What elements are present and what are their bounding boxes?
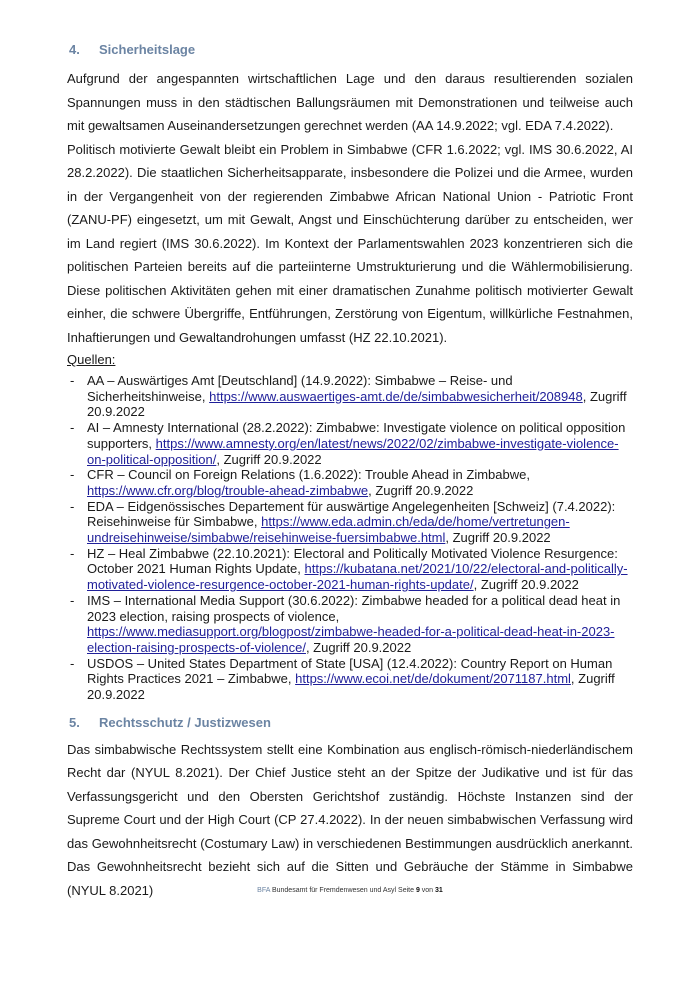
source-item: - EDA – Eidgenössisches Departement für auswärtige Angelegenheiten [Schweiz] (7.4.2022): Reisehinweise für Simbabwe, https://www.eda.admin.ch/eda/de/home/vertretungen-undreisehinweise/simbabwe/reisehinweise-fuersimbabwe.html, Zugriff 20.9.2022: [70, 498, 616, 546]
sources-label: Quellen:: [67, 352, 116, 367]
source-link[interactable]: https://www.cfr.org/blog/trouble-ahead-zimbabwe: [87, 482, 369, 498]
source-item: - AI – Amnesty International (28.2.2022): Zimbabwe: Investigate violence on political opposition supporters, https://www.amnesty.org/en/latest/news/2022/02/zimbabwe-investigate-violence-on-political-opposition/, Zugriff 20.9.2022: [70, 420, 626, 467]
page-footer: BFA Bundesamt für Fremdenwesen und Asyl Seite 9 von 31: [257, 887, 443, 894]
source-link[interactable]: https://www.eda.admin.ch/eda/de/home/vertretungen-undreisehinweise/simbabwe/reisehinweise-fuersimbabwe.html: [87, 514, 570, 546]
source-item: - AA – Auswärtiges Amt [Deutschland] (14.9.2022): Simbabwe – Reise- und Sicherheitshinweise, https://www.auswaertiges-amt.de/de/simbabwesicherheit/208948, Zugriff 20.9.2022: [70, 373, 627, 420]
page-number: 9: [415, 887, 420, 894]
source-item: - IMS – International Media Support (30.6.2022): Zimbabwe headed for a political dead heat in 2023 election, raising prospects of violence, https://www.mediasupport.org/blogpost/zimbabwe-headed-for-a-political-dead-heat-in-2023-election-raising-prospects-of-violence/, Zugriff 20.9.2022: [70, 592, 621, 655]
section-number: 4.: [69, 42, 80, 57]
source-link[interactable]: https://kubatana.net/2021/10/22/electoral-and-politically-motivated-violence-resurgence-october-2021-human-rights-update/: [87, 561, 628, 593]
source-item: - USDOS – United States Department of State [USA] (12.4.2022): Country Report on Human Rights Practices 2021 – Zimbabwe, https://www.ecoi.net/de/dokument/2071187.html, Zugriff 20.9.2022: [70, 655, 615, 703]
section-heading-security: [67, 42, 633, 57]
paragraph: Aufgrund der angespannten wirtschaftlichen Lage und den daraus resultierenden sozialen Spannungen muss in den städtischen Ballungsräumen mit Demonstrationen und teilweise auch mit gewaltsamen Auseinandersetzungen gerechnet werden (AA 14.9.2022; vgl. EDA 7.4.2022).: [67, 71, 633, 133]
sources-list: [67, 373, 633, 703]
source-link[interactable]: https://www.mediasupport.org/blogpost/zimbabwe-headed-for-a-political-dead-heat-in-2023-election-raising-prospects-of-violence/: [87, 624, 615, 655]
section-title: Sicherheitslage: [99, 42, 196, 57]
footer-org: Bundesamt für Fremdenwesen und Asyl Seite: [270, 887, 416, 894]
bfa-logo: BFA: [257, 887, 271, 894]
page-total: 31: [435, 887, 443, 894]
source-item: - HZ – Heal Zimbabwe (22.10.2021): Electoral and Politically Motivated Violence Resurgence: October 2021 Human Rights Update, https://kubatana.net/2021/10/22/electoral-and-politically-motivated-violence-resurgence-october-2021-human-rights-update/, Zugriff 20.9.2022: [70, 545, 628, 593]
paragraph: Das simbabwische Rechtssystem stellt eine Kombination aus englisch-römisch-niederländischem Recht dar (NYUL 8.2021). Der Chief Justice steht an der Spitze der Judikative und ist für das Verfassungsgericht und den Obersten Gerichtshof zuständig. Höchste Instanzen sind der Supreme Court und der High Court (CP 27.4.2022). In der neuen simbabwischen Verfassung wird das Gewohnheitsrecht (Costumary Law) in verschiedenen Bestimmungen ausdrücklich anerkannt. Das Gewohnheitsrecht bezieht sich auf die Sitten und Gebräuche der Stämme in Simbabwe (NYUL 8.2021): [67, 741, 633, 898]
source-link[interactable]: https://www.ecoi.net/de/dokument/2071187.html: [295, 671, 571, 687]
paragraph: Politisch motivierte Gewalt bleibt ein Problem in Simbabwe (CFR 1.6.2022; vgl. IMS 30.6.2022, AI 28.2.2022). Die staatlichen Sicherheitsapparate, insbesondere die Polizei und die Armee, wurden in der Vergangenheit von der regierenden Zimbabwe African National Union - Patriotic Front (ZANU-PF) eingesetzt, um mit Gewalt, Angst und Einschüchterung darüber zu entscheiden, wer im Land regiert (IMS 30.6.2022). Im Kontext der Parlamentswahlen 2023 konzentrieren sich die politischen Parteien bereits auf die parteiinterne Umstrukturierung und die Wählermobilisierung. Diese politischen Aktivitäten gehen mit einer dramatischen Zunahme politisch motivierter Gewalt einher, die schwere Übergriffe, Entführungen, Zerstörung von Eigentum, willkürliche Festnahmen, Inhaftierungen und Gewaltandrohungen umfasst (HZ 22.10.2021).: [67, 141, 633, 345]
section-number: 5.: [69, 714, 80, 730]
source-link[interactable]: https://www.amnesty.org/en/latest/news/2022/02/zimbabwe-investigate-violence-on-political-opposition/: [87, 435, 619, 467]
section-title: Rechtsschutz / Justizwesen: [99, 714, 271, 730]
source-item: - CFR – Council on Foreign Relations (1.6.2022): Trouble Ahead in Zimbabwe, https://www.cfr.org/blog/trouble-ahead-zimbabwe, Zugriff 20.9.2022: [70, 467, 530, 498]
source-link[interactable]: https://www.auswaertiges-amt.de/de/simbabwesicherheit/208948: [209, 388, 583, 404]
document-page: [67, 38, 633, 902]
section-heading-justice: [67, 715, 633, 730]
